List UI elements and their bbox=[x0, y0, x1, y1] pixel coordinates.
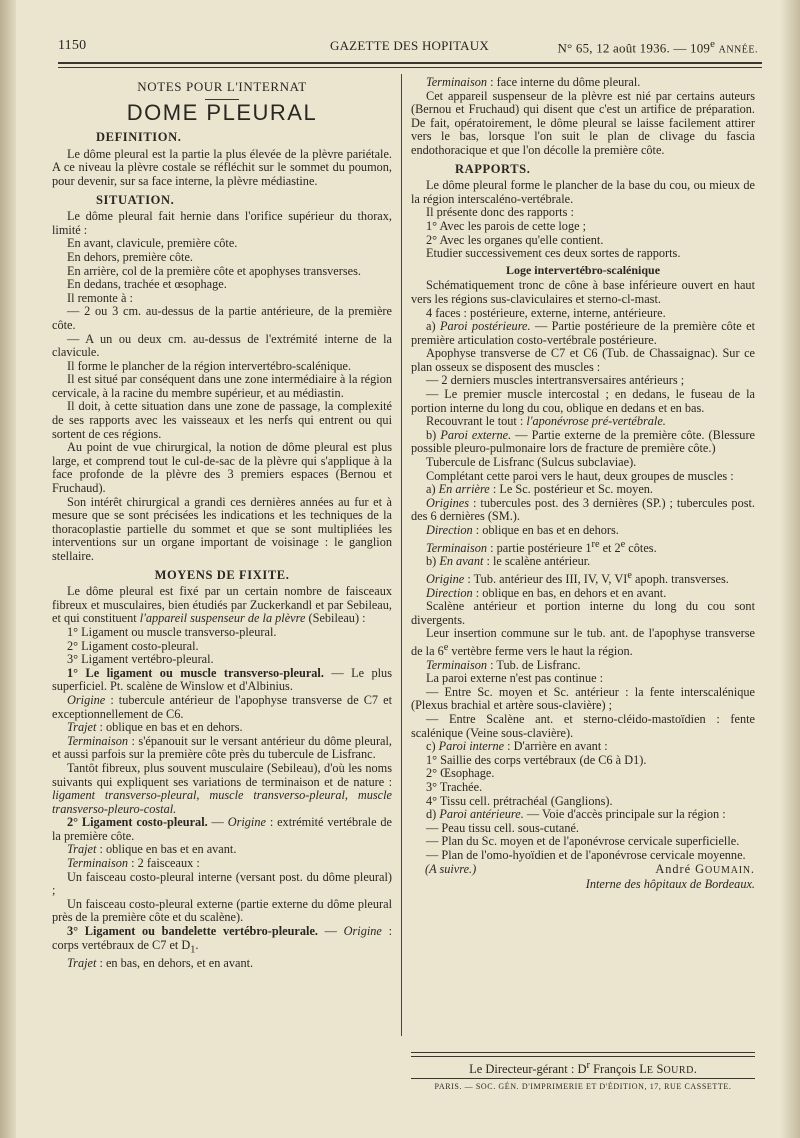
paragraph bbox=[52, 843, 392, 857]
paragraph: Il est situé par conséquent dans une zone intermédiaire à la région cervicale, à la racine du membre supérieur, et au médiastin. bbox=[52, 372, 392, 400]
signature-line bbox=[411, 863, 755, 878]
list-item: 4° Tissu cell. prétrachéal (Ganglions). bbox=[426, 793, 613, 808]
heading-moyens: MOYENS DE FIXITE. bbox=[154, 567, 290, 582]
paragraph: Un faisceau costo-pleural interne (versant post. du dôme pleural) ; bbox=[52, 869, 392, 898]
text-run-italic: Terminaison bbox=[426, 540, 488, 555]
paragraph: — Entre Sc. moyen et Sc. antérieur : la fente interscalénique (Plexus brachial et artère sous-clavière) ; bbox=[411, 684, 755, 713]
text-run: — Partie postérieure de la première côte et première articulation costo-vertébrale postérieure. bbox=[411, 319, 755, 347]
text-run: — Le plus superficiel. Pt. scalène de Winslow et d'Albinius. bbox=[52, 665, 392, 694]
paragraph bbox=[411, 659, 755, 673]
text-run-italic: Direction bbox=[426, 523, 473, 537]
paragraph: En arrière, col de la première côte et apophyses transverses. bbox=[67, 263, 361, 278]
text-run-italic: Paroi interne bbox=[438, 739, 505, 754]
paragraph: Il doit, à cette situation dans une zone de passage, la complexité de ses rapports avec les vaisseaux et les nerfs qui entrent ou qui sortent de ces régions. bbox=[52, 399, 392, 441]
text-run: : oblique en bas et en dehors. bbox=[472, 523, 619, 537]
text-run: c) bbox=[426, 739, 439, 754]
column-divider bbox=[401, 74, 402, 1036]
text-run: Le dôme pleural est fixé par un certain nombre de faisceaux fibreux et musculaires, bien étudiés par Zuckerkandl et par Sebileau, et qui constituent bbox=[52, 584, 392, 626]
paragraph: Etudier successivement ces deux sortes de rapports. bbox=[426, 246, 681, 261]
paragraph: En avant, clavicule, première côte. bbox=[67, 236, 238, 251]
page-number: 1150 bbox=[58, 38, 87, 53]
paragraph: Au point de vue chirurgical, la notion de dôme pleural est plus large, et comprend tout le cul-de-sac de la plèvre qui s'applique à la face profonde de la plèvre des 3 premiers espaces (Bernou et Fruchaud). bbox=[52, 440, 392, 496]
paragraph bbox=[411, 429, 755, 456]
paragraph bbox=[411, 320, 755, 347]
journal-title: GAZETTE DES HOPITAUX bbox=[330, 38, 489, 53]
text-run: François L bbox=[589, 1062, 647, 1077]
article-title: DOME PLEURAL bbox=[126, 99, 318, 125]
paragraph: Son intérêt chirurgical a grandi ces dernières années au fur et à mesure que se sont précisées les indications et les techniques de la thoracoplastie partielle du sommet et que se sont multipliées les interventions sur un organe important de voisinage : le ganglion stellaire. bbox=[52, 494, 392, 563]
paragraph bbox=[52, 735, 392, 762]
paragraph bbox=[411, 740, 755, 754]
superscript: r bbox=[586, 1060, 590, 1071]
paragraph: Cet appareil suspenseur de la plèvre est nié par certains auteurs (Bernou et Fruchaud) qui disent que c'est un artifice de préparation. De fait, opératoirement, le dôme pleural se laisse facilement attirer vers le bas, lorsque l'on suit le plan de clivage du fascia endothoracique et que l'on décolle la première côte. bbox=[411, 88, 755, 157]
text-run-bold: 2° Ligament costo-pleural. bbox=[67, 815, 208, 830]
text-run: : Tub. antérieur des III, IV, V, VI bbox=[464, 571, 628, 586]
text-run-italic: Terminaison bbox=[67, 733, 129, 748]
superscript: e bbox=[620, 538, 626, 550]
text-run: . bbox=[693, 1062, 697, 1077]
text-run: : tubercules post. des 3 dernières (SP.) ; tubercules post. des 6 dernières (SM.). bbox=[411, 495, 755, 524]
paragraph: Un faisceau costo-pleural externe (partie externe du dôme pleural près de la première côte et du scalène). bbox=[52, 896, 392, 925]
paragraph: En dedans, trachée et œsophage. bbox=[67, 277, 227, 292]
heading-loge: Loge intervertébro-scalénique bbox=[505, 262, 661, 277]
text-run: : oblique en bas, en dehors et en avant. bbox=[472, 585, 667, 600]
paragraph: — A un ou deux cm. au-dessus de l'extrémité interne de la clavicule. bbox=[52, 331, 392, 360]
paragraph bbox=[52, 925, 392, 957]
paragraph bbox=[411, 415, 755, 429]
text-run: et 2 bbox=[599, 540, 621, 555]
paragraph: Scalène antérieur et portion interne du long du cou sont divergents. bbox=[411, 599, 755, 627]
text-run: — Voie d'accès principale sur la région : bbox=[523, 807, 726, 822]
footer-rule-2 bbox=[411, 1056, 755, 1057]
publisher-line bbox=[411, 1060, 755, 1077]
text-run-bold: 1° Le ligament ou muscle transverso-pleural. bbox=[67, 665, 324, 680]
issue-info bbox=[557, 38, 758, 56]
paragraph bbox=[411, 483, 755, 497]
paragraph bbox=[52, 857, 392, 871]
text-run: : Tub. de Lisfranc. bbox=[487, 657, 581, 672]
text-run: S bbox=[656, 1062, 664, 1077]
text-run-italic: Trajet bbox=[67, 955, 97, 970]
list-item: 2° Avec les organes qu'elle contient. bbox=[426, 232, 604, 247]
list-item: 2° Œsophage. bbox=[426, 766, 495, 781]
text-run: André G bbox=[655, 861, 705, 876]
text-run: : D'arrière en avant : bbox=[504, 739, 608, 754]
list-item: 2° Ligament costo-pleural. bbox=[67, 638, 199, 653]
paragraph: — 2 derniers muscles intertransversaires antérieurs ; bbox=[426, 373, 685, 388]
text-run: b) bbox=[426, 554, 440, 569]
text-run: . bbox=[750, 861, 755, 876]
header-rule-thick bbox=[58, 62, 762, 64]
page-edge-left bbox=[0, 0, 16, 1138]
paragraph bbox=[411, 627, 755, 658]
heading-rapports: RAPPORTS. bbox=[455, 161, 531, 176]
text-run-italic: l'aponévrose pré-vertébrale. bbox=[526, 414, 666, 429]
text-run-smallcaps: E bbox=[646, 1065, 657, 1077]
paragraph: En dehors, première côte. bbox=[67, 249, 193, 264]
text-run-italic: Origine bbox=[67, 692, 106, 707]
text-run: : extrémité vertébrale de la première côte. bbox=[52, 815, 392, 843]
paragraph: — Entre Scalène ant. et sterno-cléido-mastoïdien : fente scalénique (Veine sous-clavière). bbox=[411, 712, 755, 740]
paragraph bbox=[52, 762, 392, 816]
text-run: : partie postérieure 1 bbox=[487, 540, 592, 555]
text-run-italic: En avant bbox=[439, 554, 484, 569]
paragraph bbox=[52, 585, 392, 626]
text-run: — bbox=[207, 815, 228, 830]
text-run-smallcaps: OUMAIN bbox=[705, 864, 751, 876]
text-run: a) bbox=[426, 319, 440, 334]
text-run: : Le Sc. postérieur et Sc. moyen. bbox=[489, 482, 653, 497]
issue-sup: e bbox=[710, 38, 716, 50]
page-edge-right bbox=[780, 0, 800, 1138]
text-run-italic: Direction bbox=[426, 585, 473, 600]
paragraph: Le dôme pleural est la partie la plus élevée de la plèvre pariétale. A ce niveau la plèvre costale se réfléchit sur le sommet du poumon, pour devenir, sur sa face interne, la plèvre médiastine. bbox=[52, 146, 392, 188]
paragraph bbox=[52, 816, 392, 843]
text-run-italic: Origine bbox=[343, 924, 382, 939]
list-item: 1° Avec les parois de cette loge ; bbox=[426, 218, 587, 233]
text-run: : le scalène antérieur. bbox=[483, 554, 591, 569]
paragraph: — Plan du Sc. moyen et de l'aponévrose cervicale superficielle. bbox=[426, 834, 740, 849]
footer-rule-1 bbox=[411, 1052, 755, 1053]
text-run: Le Directeur-gérant : D bbox=[469, 1062, 587, 1077]
paragraph: Il présente donc des rapports : bbox=[426, 205, 574, 220]
text-run-italic: Terminaison bbox=[67, 856, 129, 871]
text-run-italic: Paroi postérieure. bbox=[439, 319, 531, 334]
text-run: vertèbre ferme vers le haut la région. bbox=[448, 644, 633, 659]
right-column bbox=[411, 76, 755, 891]
text-run: : oblique en bas et en avant. bbox=[96, 842, 237, 857]
paragraph: — Le premier muscle intercostal ; en dedans, le fuseau de la portion interne du long du cou, oblique en dedans et en bas. bbox=[411, 387, 755, 415]
issue-text: N° 65, 12 août 1936. — 109 bbox=[557, 40, 711, 56]
text-run: : oblique en bas et en dehors. bbox=[96, 720, 243, 735]
text-run: apoph. transverses. bbox=[631, 571, 729, 586]
paragraph: Le dôme pleural fait hernie dans l'orifice supérieur du thorax, limité : bbox=[52, 209, 392, 237]
text-run-italic: Trajet bbox=[67, 720, 97, 735]
paragraph: Apophyse transverse de C7 et C6 (Tub. de Chassaignac). Sur ce plan osseux se disposent des muscles : bbox=[411, 346, 755, 374]
paragraph: Complétant cette paroi vers le haut, deux groupes de muscles : bbox=[426, 468, 734, 483]
text-run-italic: l'appareil suspenseur de la plèvre bbox=[139, 611, 306, 626]
paragraph bbox=[52, 721, 392, 735]
text-run: — bbox=[317, 924, 344, 939]
text-run-italic: Origine bbox=[227, 815, 266, 830]
text-run: — Partie externe de la première côte. (Blessure possible pleuro-pulmonaire lors de fracture de première côte.) bbox=[411, 427, 755, 456]
paragraph bbox=[411, 538, 755, 556]
left-column bbox=[52, 76, 392, 970]
text-run: a) bbox=[426, 482, 439, 497]
text-run-italic: Terminaison bbox=[426, 75, 488, 89]
text-run: . bbox=[195, 937, 199, 952]
paragraph bbox=[411, 76, 755, 90]
text-run: : tubercule antérieur de l'apophyse transverse de C7 et exceptionnellement de C6. bbox=[52, 692, 392, 721]
text-run-italic: Paroi externe. bbox=[440, 427, 512, 442]
paragraph bbox=[52, 957, 392, 971]
printer-imprint: PARIS. — SOC. GÉN. D'IMPRIMERIE ET D'ÉDITION, 17, RUE CASSETTE. bbox=[434, 1082, 732, 1091]
subscript: 1 bbox=[190, 944, 196, 956]
superscript: e bbox=[627, 569, 632, 581]
text-run: b) bbox=[426, 427, 441, 442]
text-run: Leur insertion commune sur le tub. ant. de l'apophyse transverse de la 6 bbox=[411, 626, 755, 659]
text-run: : s'épanouit sur le versant antérieur du dôme pleural, et aussi parfois sur la première côte près du tubercule de Lisfranc. bbox=[52, 733, 392, 762]
text-run-italic: Terminaison bbox=[426, 657, 488, 672]
text-run-italic: Origines bbox=[426, 495, 470, 510]
issue-annee: ANNÉE. bbox=[718, 44, 758, 56]
header-rule-thin bbox=[58, 67, 762, 68]
list-item: 1° Ligament ou muscle transverso-pleural. bbox=[67, 624, 277, 639]
text-run: Recouvrant le tout : bbox=[426, 414, 527, 429]
text-run-italic: ligament transverso-pleural, muscle transverso-pleural, muscle transverso-pleuro-costal. bbox=[52, 788, 392, 816]
superscript: e bbox=[443, 641, 449, 653]
paragraph: — 2 ou 3 cm. au-dessus de la partie antérieure, de la première côte. bbox=[52, 304, 392, 332]
paragraph: Il remonte à : bbox=[67, 290, 133, 305]
superscript: re bbox=[591, 538, 600, 550]
paragraph: La paroi externe n'est pas continue : bbox=[426, 671, 604, 686]
page-header bbox=[58, 38, 758, 60]
paragraph: Il forme le plancher de la région intervertébro-scalénique. bbox=[67, 358, 352, 373]
list-item: 1° Saillie des corps vertébraux (de C6 à D1). bbox=[426, 752, 647, 767]
list-item: 3° Trachée. bbox=[426, 779, 483, 794]
text-run: : face interne du dôme pleural. bbox=[487, 75, 641, 89]
paragraph bbox=[411, 587, 755, 601]
text-run: côtes. bbox=[625, 540, 657, 555]
text-run-italic: En arrière bbox=[438, 482, 490, 497]
paragraph: Le dôme pleural forme le plancher de la base du cou, ou mieux de la région interscaléno-vertébrale. bbox=[411, 178, 755, 206]
paragraph: Schématiquement tronc de cône à base inférieure ouvert en haut vers les régions sus-claviculaires et sterno-cl-mast. bbox=[411, 278, 755, 306]
text-run-bold: 3° Ligament ou bandelette vertébro-pleurale. bbox=[67, 924, 318, 939]
list-item: 3° Ligament vertébro-pleural. bbox=[67, 652, 214, 667]
paragraph bbox=[411, 497, 755, 524]
paragraph: Tubercule de Lisfranc (Sulcus subclaviae). bbox=[426, 455, 637, 470]
paragraph bbox=[411, 524, 755, 538]
heading-situation: SITUATION. bbox=[96, 192, 175, 207]
paragraph: — Plan de l'omo-hyoïdien et de l'aponévrose cervicale moyenne. bbox=[426, 847, 746, 862]
text-run: : corps vertébraux de C7 et D bbox=[52, 924, 392, 952]
text-run: (Sebileau) : bbox=[305, 611, 366, 626]
heading-definition: DEFINITION. bbox=[96, 130, 182, 145]
paragraph bbox=[411, 808, 755, 822]
author-affiliation: Interne des hôpitaux de Bordeaux. bbox=[585, 876, 755, 891]
paragraph bbox=[411, 569, 755, 587]
text-run: d) bbox=[426, 807, 440, 822]
text-run-smallcaps: OURD bbox=[663, 1065, 694, 1077]
section-kicker: NOTES POUR L'INTERNAT bbox=[137, 79, 307, 94]
author-name bbox=[655, 863, 755, 878]
paragraph bbox=[52, 667, 392, 694]
to-be-continued: (A suivre.) bbox=[425, 861, 477, 876]
paragraph: 4 faces : postérieure, externe, interne, antérieure. bbox=[426, 305, 666, 320]
text-run-italic: Paroi antérieure. bbox=[439, 807, 524, 822]
text-run: Tantôt fibreux, plus souvent musculaire (Sebileau), d'où les noms suivants qui expliquent ses variations de terminaison et de nature : bbox=[52, 760, 392, 789]
text-run-italic: Origine bbox=[426, 571, 465, 586]
footer-rule-3 bbox=[411, 1078, 755, 1079]
paragraph: — Peau tissu cell. sous-cutané. bbox=[426, 820, 579, 835]
paragraph bbox=[52, 694, 392, 721]
text-run: : en bas, en dehors, et en avant. bbox=[96, 955, 254, 970]
paragraph bbox=[411, 555, 755, 569]
text-run-italic: Trajet bbox=[67, 842, 97, 857]
text-run: : 2 faisceaux : bbox=[128, 856, 200, 871]
